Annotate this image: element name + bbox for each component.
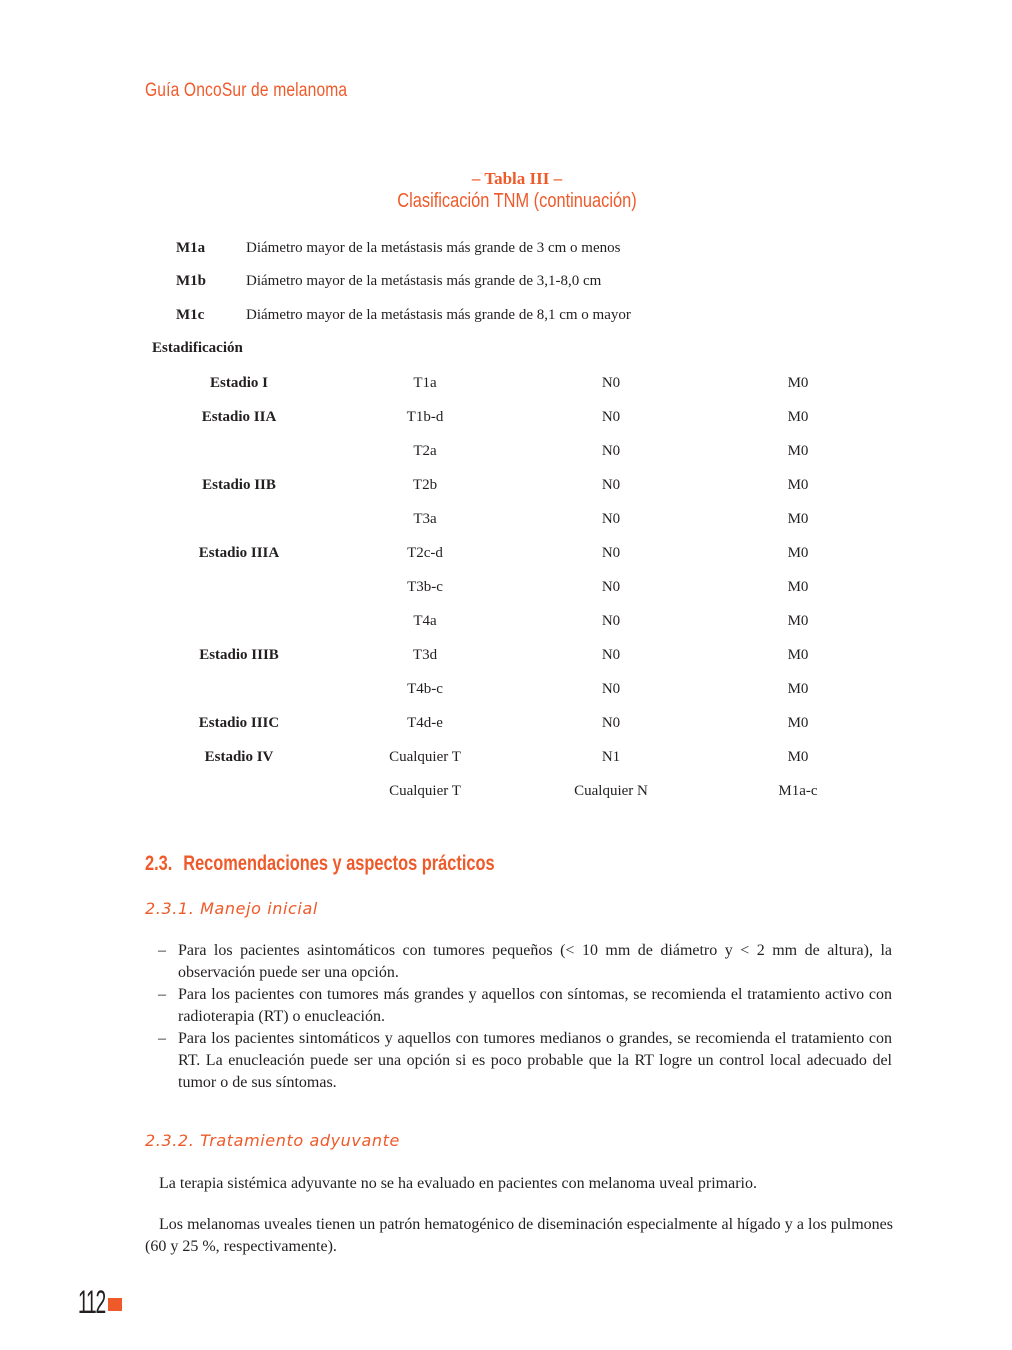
stage-row: [0, 510, 1012, 530]
stage-row: [0, 646, 1012, 666]
stage-name: Estadio IIA: [201, 409, 277, 425]
stage-m: M0: [787, 545, 809, 561]
stage-t: T2b: [412, 477, 438, 493]
paragraph: Los melanomas uveales tienen un patrón hematogénico de diseminación especialmente al hígado y a los pulmones (60 y 25 %, respectivamente).: [145, 1216, 893, 1255]
stage-row: [0, 476, 1012, 496]
stage-name: Estadio IIB: [202, 477, 276, 493]
list-item-text: Para los pacientes sintomáticos y aquellos con tumores medianos o grandes, se recomienda el tratamiento con RT. La enucleación puede ser una opción si es poco probable que la RT logre un control local adecuado del tumor o de sus síntomas.: [178, 1030, 892, 1091]
table-title: Clasificación TNM (continuación): [397, 190, 637, 212]
stage-n: N0: [601, 477, 621, 493]
list-item: – Para los pacientes sintomáticos y aquellos con tumores medianos o grandes, se recomienda el tratamiento con RT. La enucleación puede ser una opción si es poco probable que la RT logre un control local adecuado del tumor o de sus síntomas.: [158, 1030, 892, 1091]
stage-row: [0, 408, 1012, 428]
stage-t: T2c-d: [407, 545, 443, 561]
stage-n: N0: [601, 579, 621, 595]
stage-name: Estadio IIIB: [199, 647, 279, 663]
stage-n: Cualquier N: [574, 783, 648, 799]
stage-row: [0, 374, 1012, 394]
stage-t: T4b-c: [407, 681, 443, 697]
running-header: Guía OncoSur de melanoma: [145, 80, 348, 101]
subsection-heading-adjuvant: 2.3.2. Tratamiento adyuvante: [145, 1131, 400, 1150]
stage-t: T3b-c: [407, 579, 443, 595]
stage-m: M0: [787, 749, 809, 765]
stage-name: Estadio IIIC: [198, 715, 280, 731]
list-item-text: Para los pacientes asintomáticos con tumores pequeños (< 10 mm de diámetro y < 2 mm de altura), la observación puede ser una opción.: [178, 942, 892, 981]
stage-n: N0: [601, 613, 621, 629]
stage-m: M0: [787, 715, 809, 731]
staging-heading: Estadificación: [152, 340, 243, 356]
stage-m: M0: [787, 443, 809, 459]
stage-row: [0, 612, 1012, 632]
stage-n: N0: [601, 681, 621, 697]
section-heading: [145, 852, 495, 876]
stage-row: [0, 578, 1012, 598]
stage-m: M0: [787, 409, 809, 425]
stage-name: Estadio IV: [204, 749, 274, 765]
stage-m: M0: [787, 647, 809, 663]
bullet-list: [158, 940, 892, 1094]
stage-m: M0: [787, 613, 809, 629]
stage-t: T2a: [413, 443, 437, 459]
stage-row: [0, 748, 1012, 768]
stage-row: [0, 442, 1012, 462]
m-code: M1a: [176, 240, 206, 256]
stage-t: T4d-e: [407, 715, 443, 731]
m-description: Diámetro mayor de la metástasis más grande de 3,1-8,0 cm: [246, 273, 602, 289]
list-item: – Para los pacientes con tumores más grandes y aquellos con síntomas, se recomienda el tratamiento activo con radioterapia (RT) o enucleación.: [158, 986, 892, 1025]
stage-t: T1a: [413, 375, 437, 391]
stage-m: M0: [787, 681, 809, 697]
stage-m: M1a-c: [778, 783, 818, 799]
stage-row: [0, 544, 1012, 564]
page-marker-square: [108, 1298, 122, 1311]
stage-name: Estadio I: [210, 375, 268, 391]
stage-row: [0, 714, 1012, 734]
stage-n: N0: [601, 647, 621, 663]
stage-row: [0, 680, 1012, 700]
m-description: Diámetro mayor de la metástasis más grande de 8,1 cm o mayor: [246, 307, 631, 323]
stage-m: M0: [787, 511, 809, 527]
list-item: – Para los pacientes asintomáticos con tumores pequeños (< 10 mm de diámetro y < 2 mm de altura), la observación puede ser una opción.: [158, 942, 892, 981]
m-description: Diámetro mayor de la metástasis más grande de 3 cm o menos: [246, 240, 621, 256]
stage-t: T3a: [413, 511, 437, 527]
table-label: – Tabla III –: [471, 169, 563, 188]
m-code: M1b: [176, 273, 206, 289]
section-number: 2.3.: [145, 852, 173, 875]
stage-t: T4a: [413, 613, 437, 629]
stage-m: M0: [787, 375, 809, 391]
stage-m: M0: [787, 477, 809, 493]
stage-name: Estadio IIIA: [198, 545, 280, 561]
stage-t: T3d: [412, 647, 438, 663]
stage-n: N0: [601, 511, 621, 527]
stage-n: N0: [601, 443, 621, 459]
stage-m: M0: [787, 579, 809, 595]
stage-n: N1: [601, 749, 621, 765]
subsection-heading-initial: 2.3.1. Manejo inicial: [145, 899, 318, 918]
stage-t: T1b-d: [406, 409, 444, 425]
page-number: 112: [78, 1284, 106, 1320]
stage-row: [0, 782, 1012, 802]
stage-n: N0: [601, 715, 621, 731]
stage-n: N0: [601, 545, 621, 561]
list-item-text: Para los pacientes con tumores más grandes y aquellos con síntomas, se recomienda el tratamiento activo con radioterapia (RT) o enucleación.: [178, 986, 892, 1025]
paragraph: La terapia sistémica adyuvante no se ha evaluado en pacientes con melanoma uveal primario.: [159, 1175, 757, 1192]
section-title: Recomendaciones y aspectos prácticos: [183, 852, 495, 875]
table-caption: [0, 169, 1012, 213]
stage-n: N0: [601, 409, 621, 425]
m-code: M1c: [176, 307, 205, 323]
stage-n: N0: [601, 375, 621, 391]
stage-t: Cualquier T: [389, 783, 461, 799]
stage-t: Cualquier T: [389, 749, 461, 765]
